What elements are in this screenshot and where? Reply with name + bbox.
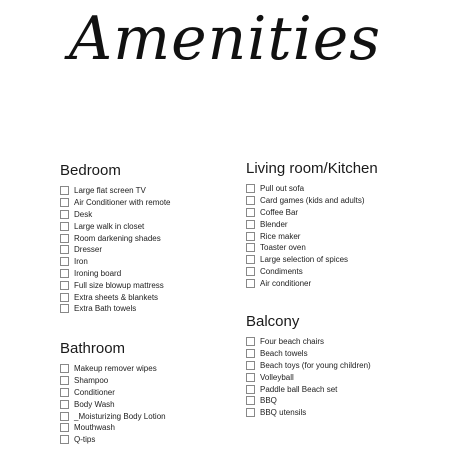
item-label: Paddle ball Beach set xyxy=(260,384,338,394)
checklist-item xyxy=(60,256,170,268)
checkbox[interactable] xyxy=(60,281,69,290)
checkbox[interactable] xyxy=(60,423,69,432)
checklist-item xyxy=(60,387,166,399)
checklist-item xyxy=(60,375,166,387)
checklist-item xyxy=(60,303,170,315)
item-label: Extra sheets & blankets xyxy=(74,292,159,302)
checkbox[interactable] xyxy=(60,364,69,373)
bathroom-checklist xyxy=(60,363,166,446)
item-label: Four beach chairs xyxy=(260,337,325,347)
item-label: Extra Bath towels xyxy=(74,304,137,314)
bedroom-heading: Bedroom xyxy=(60,162,121,179)
checklist-item xyxy=(60,279,170,291)
item-label: _Moisturizing Body Lotion xyxy=(74,411,166,421)
bathroom-heading: Bathroom xyxy=(60,340,126,357)
checklist-item xyxy=(60,410,166,422)
item-label: Makeup remover wipes xyxy=(74,364,157,374)
checklist-item xyxy=(60,398,166,410)
checkbox[interactable] xyxy=(60,293,69,302)
checkbox[interactable] xyxy=(246,184,255,193)
checklist-item xyxy=(246,407,371,419)
checkbox[interactable] xyxy=(246,396,255,405)
checklist-item xyxy=(60,268,170,280)
checkbox[interactable] xyxy=(60,234,69,243)
checkbox[interactable] xyxy=(60,388,69,397)
item-label: Large walk in closet xyxy=(74,221,145,231)
checkbox[interactable] xyxy=(60,198,69,207)
checkbox[interactable] xyxy=(246,220,255,229)
checkbox[interactable] xyxy=(246,232,255,241)
checklist-item xyxy=(246,266,378,278)
item-label: Blender xyxy=(260,219,288,229)
item-label: Beach toys (for young children) xyxy=(260,360,371,370)
checkbox[interactable] xyxy=(60,257,69,266)
checkbox[interactable] xyxy=(246,361,255,370)
checklist-item xyxy=(60,209,170,221)
living-room-kitchen-checklist xyxy=(246,183,378,289)
checklist-item xyxy=(246,383,371,395)
checkbox[interactable] xyxy=(60,412,69,421)
checklist-item xyxy=(246,230,378,242)
checkbox[interactable] xyxy=(246,208,255,217)
checklist-item xyxy=(246,207,378,219)
checklist-item xyxy=(246,254,378,266)
checkbox[interactable] xyxy=(246,349,255,358)
bedroom-checklist xyxy=(60,185,170,315)
item-label: Shampoo xyxy=(74,376,109,386)
checklist-item xyxy=(60,291,170,303)
checklist-item xyxy=(246,336,371,348)
checklist-item xyxy=(246,348,371,360)
item-label: Large flat screen TV xyxy=(74,186,146,196)
item-label: Q-tips xyxy=(74,435,96,445)
checkbox[interactable] xyxy=(246,373,255,382)
checkbox[interactable] xyxy=(246,279,255,288)
item-label: Coffee Bar xyxy=(260,207,299,217)
checklist-item xyxy=(246,395,371,407)
checkbox[interactable] xyxy=(60,400,69,409)
checkbox[interactable] xyxy=(60,304,69,313)
item-label: Body Wash xyxy=(74,399,115,409)
checkbox[interactable] xyxy=(246,337,255,346)
checkbox[interactable] xyxy=(246,408,255,417)
item-label: Toaster oven xyxy=(260,243,306,253)
checklist-item xyxy=(60,363,166,375)
checklist-item xyxy=(246,371,371,383)
checkbox[interactable] xyxy=(246,196,255,205)
item-label: Card games (kids and adults) xyxy=(260,196,365,206)
checklist-item xyxy=(246,360,371,372)
living-room-kitchen-section xyxy=(246,160,378,289)
checkbox[interactable] xyxy=(60,222,69,231)
checkbox[interactable] xyxy=(60,269,69,278)
checkbox[interactable] xyxy=(246,243,255,252)
item-label: Pull out sofa xyxy=(260,184,305,194)
item-label: Desk xyxy=(74,209,93,219)
item-label: Condiments xyxy=(260,266,303,276)
checklist-item xyxy=(246,242,378,254)
item-label: BBQ utensils xyxy=(260,408,307,418)
checklist-item xyxy=(60,220,170,232)
item-label: Room darkening shades xyxy=(74,233,161,243)
checkbox[interactable] xyxy=(246,267,255,276)
checklist-item xyxy=(246,218,378,230)
bathroom-section xyxy=(60,340,166,446)
page-title: Amenities xyxy=(68,4,382,74)
item-label: Dresser xyxy=(74,245,103,255)
bedroom-section xyxy=(60,162,170,315)
checklist-item xyxy=(246,195,378,207)
balcony-section xyxy=(246,313,371,419)
checklist-item xyxy=(246,277,378,289)
checklist-item xyxy=(60,434,166,446)
checkbox[interactable] xyxy=(60,435,69,444)
item-label: Iron xyxy=(74,257,88,267)
checkbox[interactable] xyxy=(60,186,69,195)
item-label: Rice maker xyxy=(260,231,301,241)
checklist-item xyxy=(60,232,170,244)
checklist-item xyxy=(60,244,170,256)
balcony-heading: Balcony xyxy=(246,313,300,330)
item-label: Conditioner xyxy=(74,387,115,397)
item-label: Large selection of spices xyxy=(260,255,349,265)
item-label: Air Conditioner with remote xyxy=(74,198,171,208)
item-label: Air conditioner xyxy=(260,278,312,288)
item-label: Ironing board xyxy=(74,268,122,278)
item-label: BBQ xyxy=(260,396,277,406)
checklist-item xyxy=(60,197,170,209)
item-label: Volleyball xyxy=(260,372,294,382)
checklist-item xyxy=(60,185,170,197)
item-label: Full size blowup mattress xyxy=(74,280,164,290)
checkbox[interactable] xyxy=(60,245,69,254)
item-label: Beach towels xyxy=(260,349,308,359)
checkbox[interactable] xyxy=(246,255,255,264)
balcony-checklist xyxy=(246,336,371,419)
checkbox[interactable] xyxy=(60,376,69,385)
checklist-item xyxy=(246,183,378,195)
checklist-item xyxy=(60,422,166,434)
checkbox[interactable] xyxy=(60,210,69,219)
checkbox[interactable] xyxy=(246,385,255,394)
item-label: Mouthwash xyxy=(74,423,115,433)
living-room-kitchen-heading: Living room/Kitchen xyxy=(246,160,378,177)
